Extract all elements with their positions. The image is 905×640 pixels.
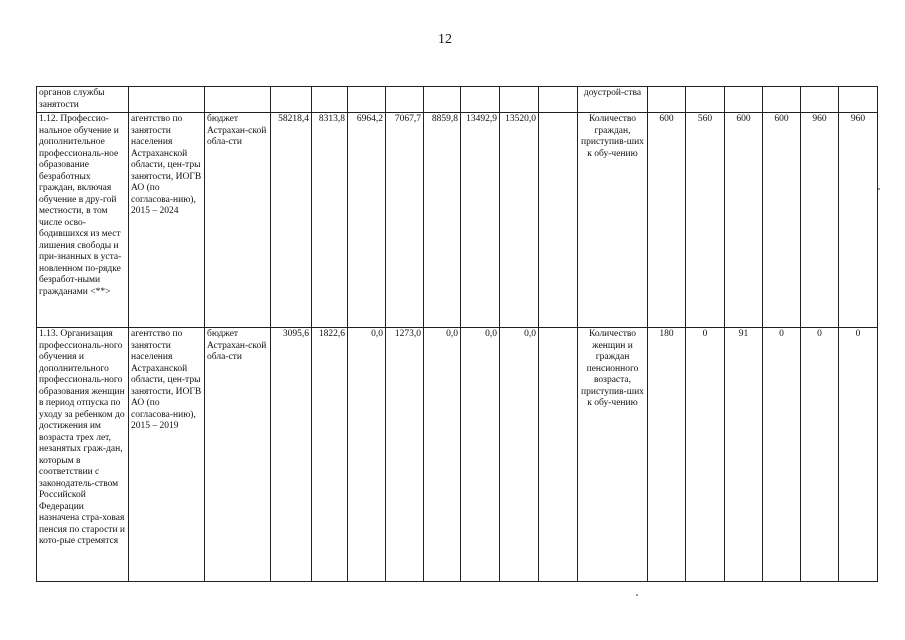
scan-speck [878,188,880,190]
table-cell: агентство по занятости населения Астраханской области, цен-тры занятости, ИОГВ АО (по согласова-нию), 2015 – 2024 [129,113,205,328]
table-cell: Количество граждан, приступив-ших к обу-чению [578,113,648,328]
table-cell: 0 [763,328,801,582]
table-cell [539,328,578,582]
table-cell [763,87,801,113]
table-cell [801,87,839,113]
table-cell [129,87,205,113]
table-cell: 8859,8 [424,113,461,328]
table-cell: доустрой-ства [578,87,648,113]
table-cell: 960 [801,113,839,328]
table-cell: 600 [763,113,801,328]
table-cell [461,87,500,113]
table-cell: 0 [839,328,878,582]
table-cell: 1.12. Профессио-нальное обучение и дополнительное профессиональ-ное образование безработных граждан, включая обучение в дру-гой местности, в том числе осво-бодившихся из мест лишения свободы и при-знанных в уста-новленном по-рядке безработ-ными гражданами <**> [37,113,129,328]
program-measures-table [36,86,878,582]
table-cell: 91 [725,328,763,582]
table-cell [386,87,424,113]
table-cell: 1.13. Организация профессиональ-ного обучения и дополнительного профессиональ-ного образования женщин в период отпуска по уходу за ребенком до достижения им возраста трех лет, незанятых граж-дан, которым в соответствии с законодатель-ством Российской Федерации назначена стра-ховая пенсия по старости и кото-рые стремятся [37,328,129,582]
table-cell [271,87,312,113]
table-cell: 3095,6 [271,328,312,582]
table-cell [839,87,878,113]
table-cell: бюджет Астрахан-ской обла-сти [205,328,271,582]
table-cell: 0 [686,328,725,582]
table-cell: агентство по занятости населения Астраханской области, цен-тры занятости, ИОГВ АО (по согласова-нию), 2015 – 2019 [129,328,205,582]
table-cell: 960 [839,113,878,328]
table-cell [500,87,539,113]
table-cell: 13492,9 [461,113,500,328]
table-cell [312,87,348,113]
table-cell [205,87,271,113]
table-cell: Количество женщин и граждан пенсионного возраста, приступив-ших к обу-чению [578,328,648,582]
table-cell: 7067,7 [386,113,424,328]
table-cell [539,113,578,328]
table-cell [686,87,725,113]
table-cell: 13520,0 [500,113,539,328]
table-cell: 8313,8 [312,113,348,328]
table-cell: органов службы занятости [37,87,129,113]
table-cell: 600 [648,113,686,328]
table-cell: 58218,4 [271,113,312,328]
page-number: 12 [438,32,452,47]
table-row-1-12 [37,113,878,328]
table-cell: 560 [686,113,725,328]
table-cell: 6964,2 [348,113,386,328]
table-cell: 0,0 [500,328,539,582]
table-row-continuation [37,87,878,113]
table-cell: 0,0 [348,328,386,582]
table-cell: бюджет Астрахан-ской обла-сти [205,113,271,328]
table-cell [348,87,386,113]
table-cell: 1822,6 [312,328,348,582]
table-row-1-13 [37,328,878,582]
table-cell: 1273,0 [386,328,424,582]
table-cell [725,87,763,113]
scan-speck [636,594,638,596]
table-cell: 0,0 [424,328,461,582]
table-cell [424,87,461,113]
table-cell: 180 [648,328,686,582]
table-cell: 600 [725,113,763,328]
table-cell [648,87,686,113]
table-cell [539,87,578,113]
table-cell: 0,0 [461,328,500,582]
table-cell: 0 [801,328,839,582]
